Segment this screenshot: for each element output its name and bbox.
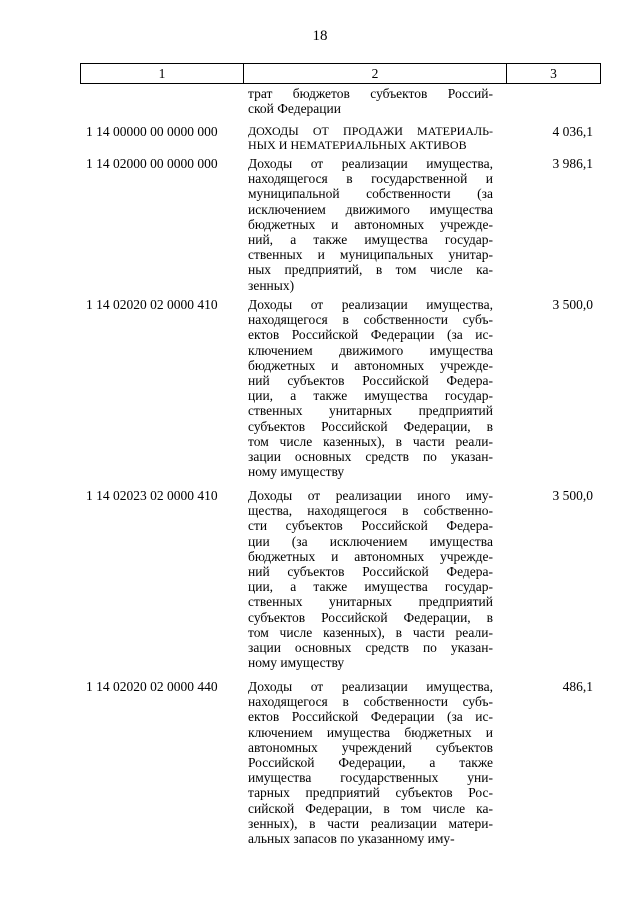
- description-line: зации основных средств по указан-: [248, 449, 493, 465]
- row-code: 1 14 02020 02 0000 440: [86, 679, 218, 694]
- description-line: исключением движимого имущества: [248, 201, 493, 217]
- description-line: ний субъектов Российской Федера-: [248, 564, 493, 580]
- description-line: трат бюджетов субъектов Россий-: [248, 86, 493, 101]
- description-line: находящегося в собственности субъ-: [248, 312, 493, 328]
- description-line: ской Федерации: [248, 101, 341, 117]
- description-line: ектов Российской Федерации (за ис-: [248, 327, 493, 343]
- description-line: ции, а также имущества государ-: [248, 579, 493, 595]
- description-line: Доходы от реализации имущества,: [248, 156, 493, 171]
- description-line: ДОХОДЫ ОТ ПРОДАЖИ МАТЕРИАЛЬ-: [248, 124, 493, 138]
- row-code: 1 14 02000 00 0000 000: [86, 156, 218, 171]
- description-line: бюджетных и автономных учрежде-: [248, 357, 493, 373]
- description-line: НЫХ И НЕМАТЕРИАЛЬНЫХ АКТИВОВ: [248, 138, 467, 152]
- row-description: [248, 488, 493, 670]
- table-header: [80, 63, 601, 84]
- header-col-2: 2: [244, 64, 507, 83]
- description-line: ключением имущества бюджетных и: [248, 724, 493, 740]
- description-line: находящегося в государственной и: [248, 171, 493, 187]
- row-code: 1 14 02020 02 0000 410: [86, 297, 218, 312]
- description-line: субъектов Российской Федерации, в: [248, 609, 493, 625]
- description-line: находящегося в собственности субъ-: [248, 694, 493, 710]
- description-line: ции, а также имущества государ-: [248, 388, 493, 404]
- description-line: сийской Федерации, в том числе ка-: [248, 800, 493, 816]
- description-line: сти субъектов Российской Федера-: [248, 518, 493, 534]
- description-line: ключением движимого имущества: [248, 342, 493, 358]
- description-line: ции (за исключением имущества: [248, 533, 493, 549]
- description-line: муниципальной собственности (за: [248, 186, 493, 202]
- row-code: 1 14 00000 00 0000 000: [86, 124, 218, 139]
- description-line: щества, находящегося в собственно-: [248, 503, 493, 519]
- description-line: субъектов Российской Федерации, в: [248, 418, 493, 434]
- description-line: том числе казенных), в части реали-: [248, 433, 493, 449]
- description-line: ектов Российской Федерации (за ис-: [248, 709, 493, 725]
- row-description: [248, 124, 493, 152]
- description-line: Доходы от реализации иного иму-: [248, 488, 493, 503]
- page-number: 18: [312, 28, 328, 44]
- description-line: бюджетных и автономных учрежде-: [248, 216, 493, 232]
- description-line: бюджетных и автономных учрежде-: [248, 548, 493, 564]
- description-line: Доходы от реализации имущества,: [248, 679, 493, 694]
- description-line: зации основных средств по указан-: [248, 640, 493, 656]
- row-description: [248, 86, 493, 116]
- description-line: альных запасов по указанному иму-: [248, 831, 455, 847]
- description-line: том числе казенных), в части реали-: [248, 624, 493, 640]
- description-line: Российской Федерации, а также: [248, 755, 493, 771]
- description-line: зенных), в части реализации матери-: [248, 815, 493, 831]
- description-line: ному имуществу: [248, 464, 345, 480]
- row-description: [248, 297, 493, 479]
- row-amount: 3 500,0: [552, 297, 593, 312]
- row-amount: 4 036,1: [552, 124, 593, 139]
- header-col-3: 3: [550, 65, 557, 81]
- description-line: ственных унитарных предприятий: [248, 594, 493, 610]
- row-amount: 3 500,0: [552, 488, 593, 503]
- description-line: автономных учреждений субъектов: [248, 739, 493, 755]
- description-line: ний субъектов Российской Федера-: [248, 373, 493, 389]
- description-line: ных предприятий, в том числе ка-: [248, 262, 493, 278]
- description-line: ному имуществу: [248, 655, 345, 671]
- description-line: Доходы от реализации имущества,: [248, 297, 493, 312]
- description-line: зенных): [248, 277, 295, 293]
- header-col-1: 1: [81, 64, 244, 83]
- row-description: [248, 679, 493, 846]
- description-line: ний, а также имущества государ-: [248, 232, 493, 248]
- row-code: 1 14 02023 02 0000 410: [86, 488, 218, 503]
- description-line: ственных и муниципальных унитар-: [248, 247, 493, 263]
- row-description: [248, 156, 493, 293]
- row-amount: 486,1: [562, 679, 593, 694]
- description-line: ственных унитарных предприятий: [248, 403, 493, 419]
- description-line: имущества государственных уни-: [248, 770, 493, 786]
- row-amount: 3 986,1: [552, 156, 593, 171]
- description-line: тарных предприятий субъектов Рос-: [248, 785, 493, 801]
